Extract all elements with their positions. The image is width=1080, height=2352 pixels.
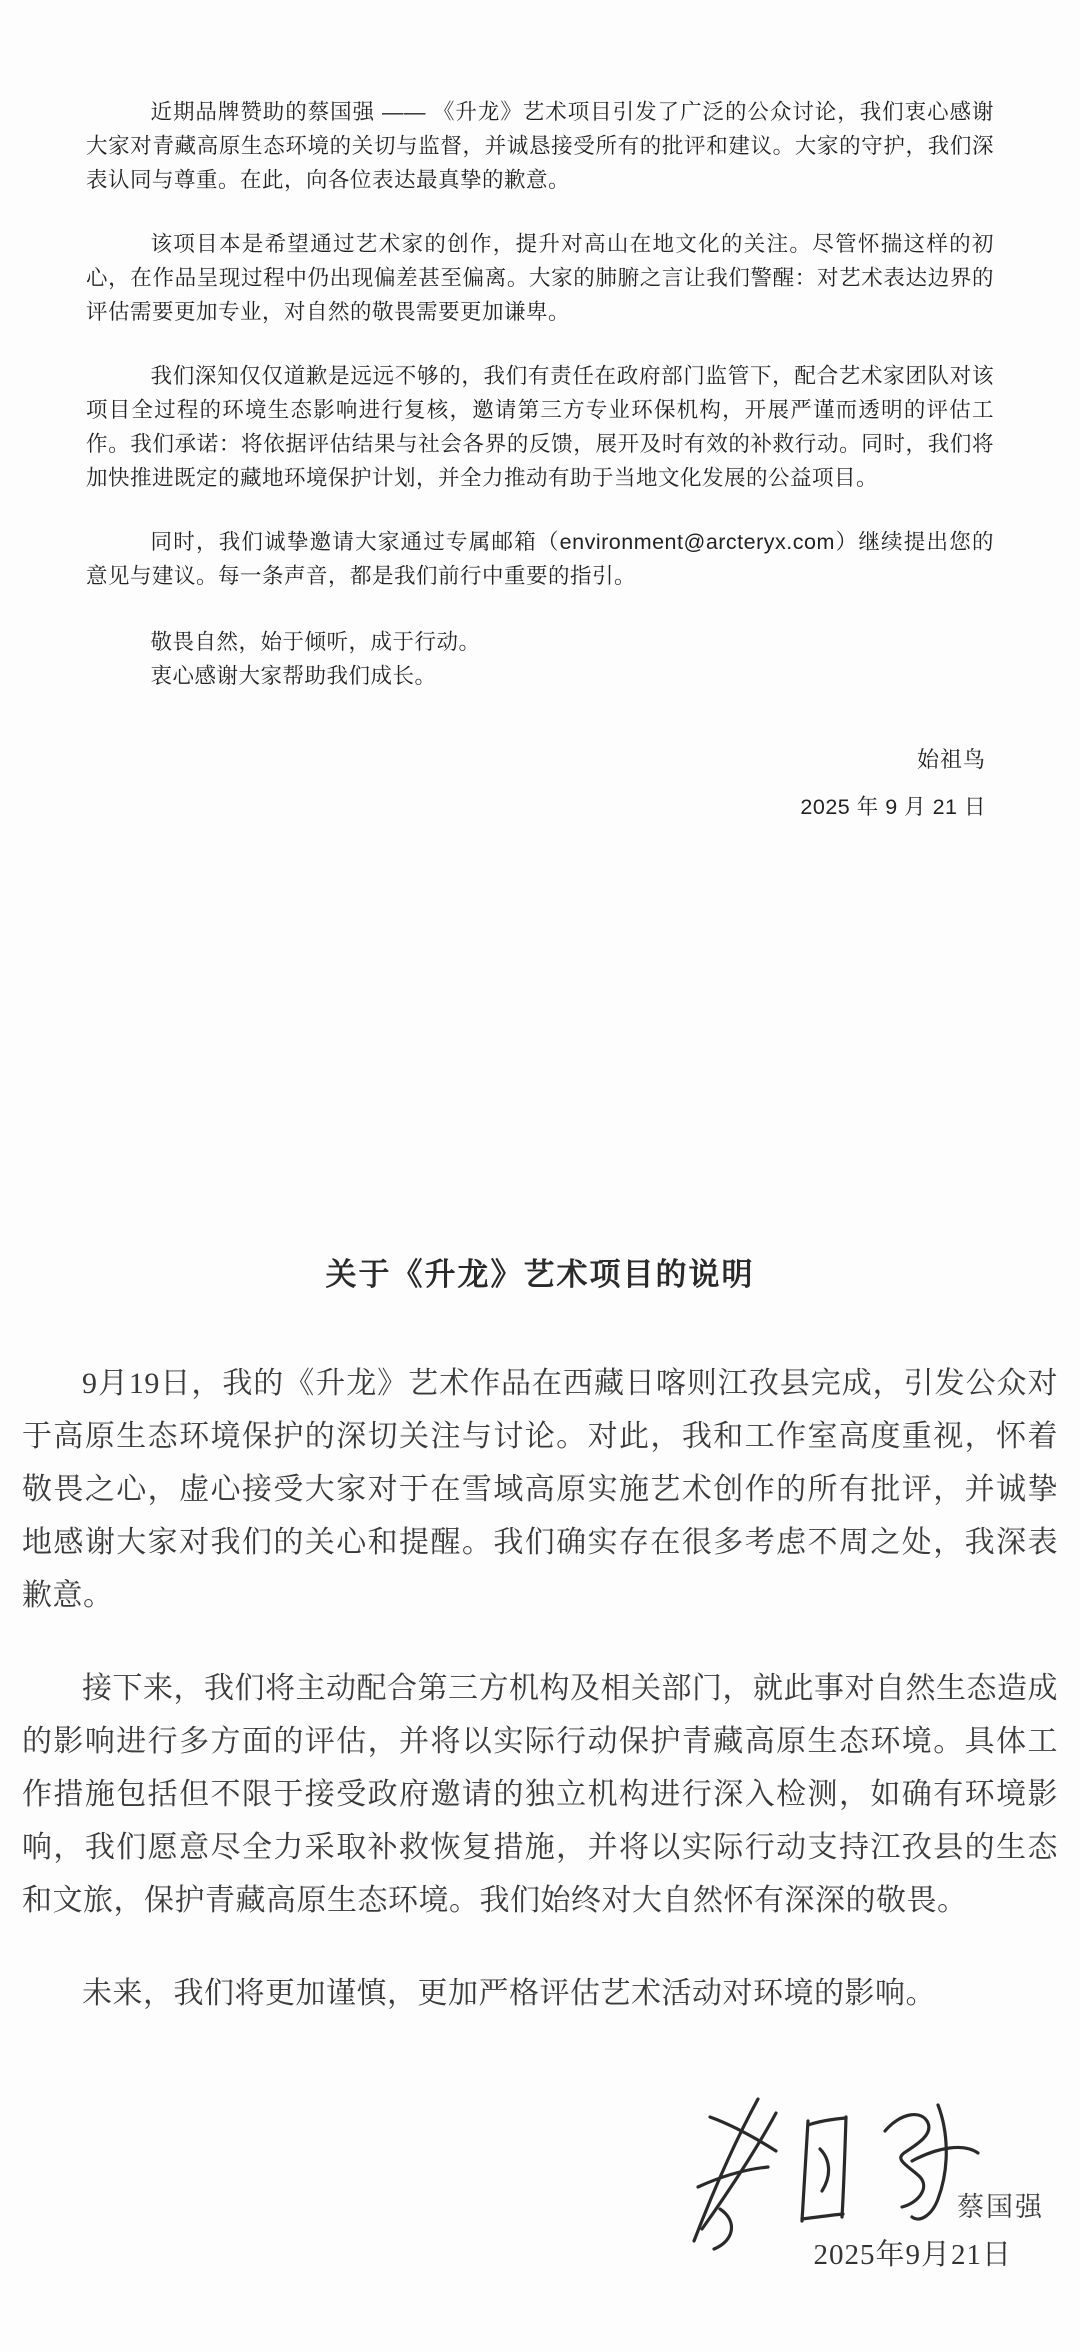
brand-signature-block <box>86 743 994 824</box>
artist-paragraph: 9月19日，我的《升龙》艺术作品在西藏日喀则江孜县完成，引发公众对于高原生态环境保护的深切关注与讨论。对此，我和工作室高度重视，怀着敬畏之心，虚心接受大家对于在雪域高原实施艺术创作的所有批评，并诚挚地感谢大家对我们的关心和提醒。我们确实存在很多考虑不周之处，我深表歉意。 <box>22 1367 1058 1612</box>
artist-statement <box>0 1357 1080 2020</box>
brand-paragraph: 同时，我们诚挚邀请大家通过专属邮箱（environment@arcteryx.com）继续提出您的意见与建议。每一条声音，都是我们前行中重要的指引。 <box>86 530 994 588</box>
artist-statement-title: 关于《升龙》艺术项目的说明 <box>325 1257 755 1292</box>
closing-line: 衷心感谢大家帮助我们成长。 <box>150 664 437 688</box>
artist-printed-name: 蔡国强 <box>957 2192 1044 2222</box>
brand-statement-date: 2025 年 9 月 21 日 <box>800 795 986 819</box>
brand-paragraph: 我们深知仅仅道歉是远远不够的，我们有责任在政府部门监管下，配合艺术家团队对该项目全过程的环境生态影响进行复核，邀请第三方专业环保机构，开展严谨而透明的评估工作。我们承诺：将依据评估结果与社会各界的反馈，展开及时有效的补救行动。同时，我们将加快推进既定的藏地环境保护计划，并全力推动有助于当地文化发展的公益项目。 <box>86 364 994 490</box>
artist-statement-date: 2025年9月21日 <box>813 2239 1012 2271</box>
artist-signature-block <box>0 2090 1080 2270</box>
brand-paragraph: 近期品牌赞助的蔡国强 —— 《升龙》艺术项目引发了广泛的公众讨论，我们衷心感谢大家对青藏高原生态环境的关切与监督，并诚恳接受所有的批评和建议。大家的守护，我们深表认同与尊重。在此，向各位表达最真挚的歉意。 <box>86 100 994 192</box>
artist-paragraph: 未来，我们将更加谨慎，更加严格评估艺术活动对环境的影响。 <box>82 1977 936 2010</box>
artist-paragraph: 接下来，我们将主动配合第三方机构及相关部门，就此事对自然生态造成的影响进行多方面的评估，并将以实际行动保护青藏高原生态环境。具体工作措施包括但不限于接受政府邀请的独立机构进行深入检测，如确有环境影响，我们愿意尽全力采取补救恢复措施，并将以实际行动支持江孜县的生态和文旅，保护青藏高原生态环境。我们始终对大自然怀有深深的敬畏。 <box>22 1672 1058 1917</box>
brand-paragraph: 该项目本是希望通过艺术家的创作，提升对高山在地文化的关注。尽管怀揣这样的初心，在作品呈现过程中仍出现偏差甚至偏离。大家的肺腑之言让我们警醒：对艺术表达边界的评估需要更加专业，对自然的敬畏需要更加谦卑。 <box>86 232 994 324</box>
brand-closing-lines <box>86 625 994 693</box>
closing-line: 敬畏自然，始于倾听，成于行动。 <box>150 630 481 654</box>
brand-statement <box>0 0 1080 824</box>
brand-signer-name: 始祖鸟 <box>916 747 986 772</box>
